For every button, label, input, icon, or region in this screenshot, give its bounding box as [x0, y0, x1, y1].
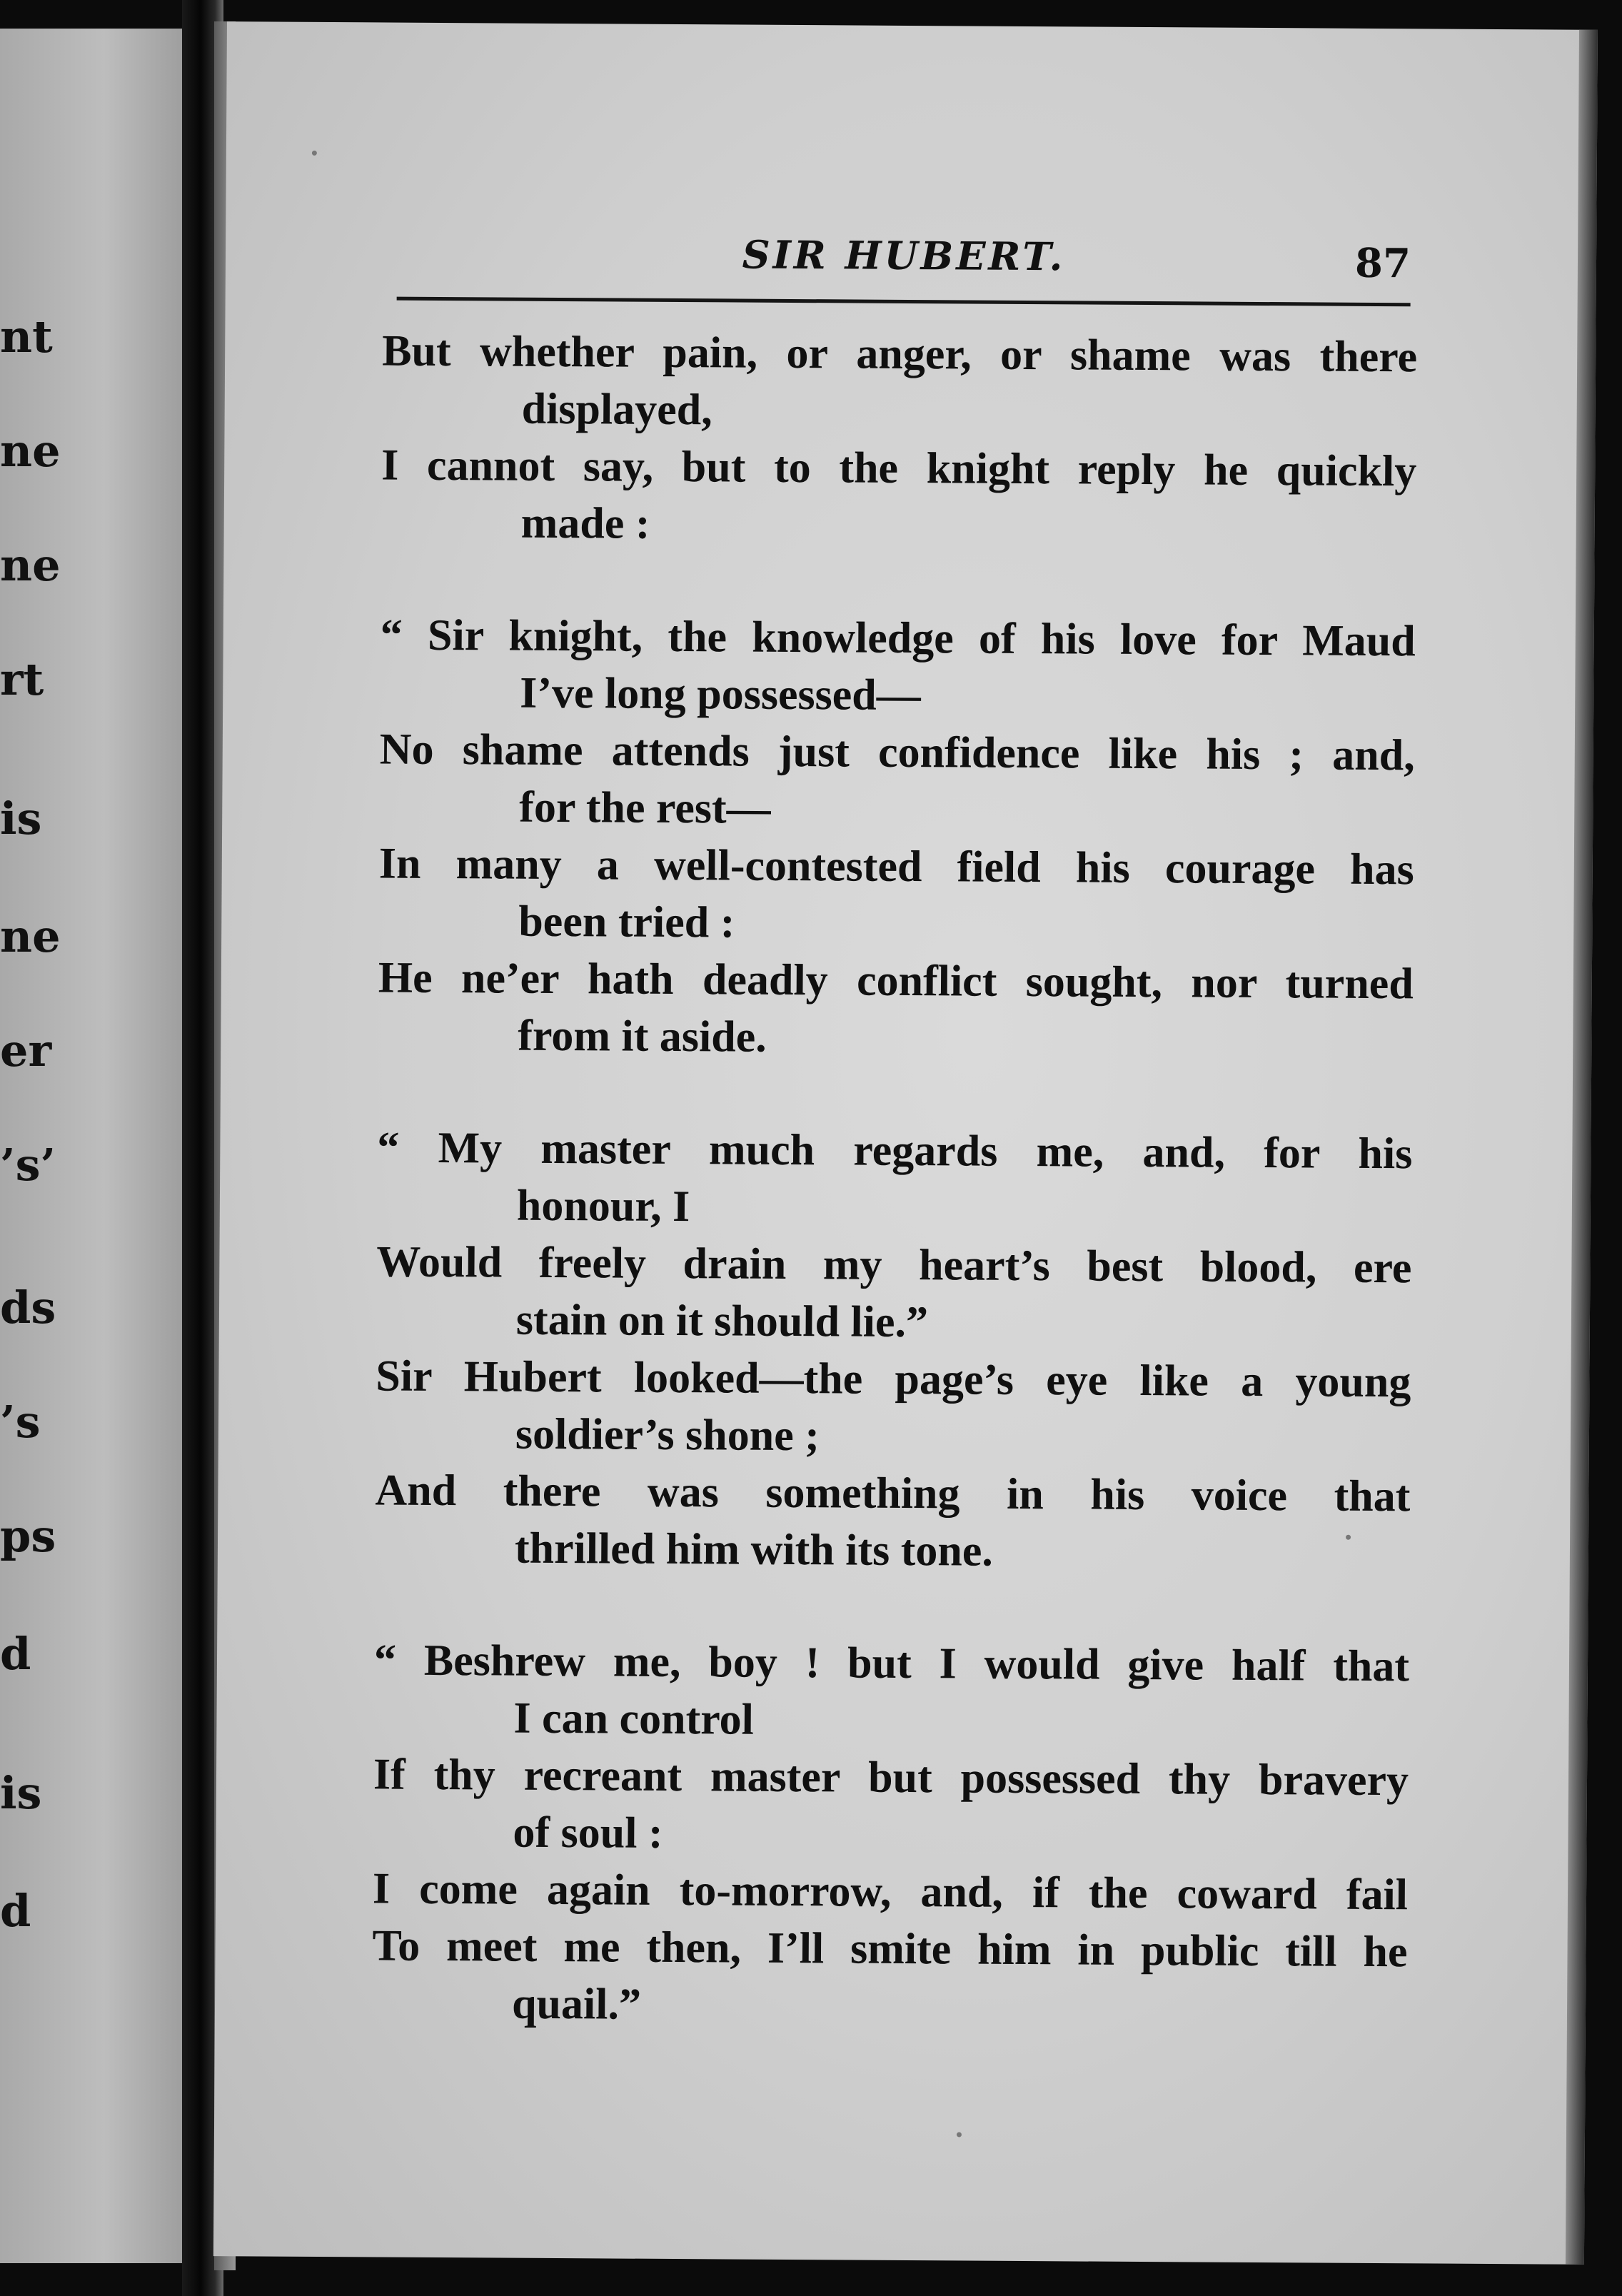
verse-first-line: No shame attends just confidence like his ; and,	[379, 725, 1415, 780]
verse-first-line: But whether pain, or anger, or shame was there	[381, 326, 1418, 382]
verse-first-line: Sir Hubert looked—the page’s eye like a young	[376, 1351, 1411, 1407]
verse-first-line: “ Beshrew me, boy ! but I would give half that	[373, 1636, 1410, 1691]
book-page	[213, 21, 1598, 2265]
verse-line	[372, 1917, 1408, 2038]
verse-line	[378, 835, 1414, 955]
left-page-fragment: is	[0, 1767, 42, 1819]
running-head-title: SIR HUBERT.	[742, 231, 1066, 280]
verse-line	[373, 1860, 1408, 1923]
verse-first-line: “ Sir knight, the knowledge of his love for Maud	[380, 610, 1416, 666]
left-page-fragment: nt	[0, 311, 53, 363]
paper-speck	[312, 151, 317, 156]
verse-line	[381, 322, 1417, 443]
verse-first-line: To meet me then, I’ll smite him in public till he	[372, 1921, 1408, 1977]
left-page-fragment: ne	[0, 539, 61, 591]
poem-text	[371, 322, 1417, 2093]
page-number: 87	[1354, 239, 1411, 288]
verse-continuation: quail.”	[511, 1979, 642, 2029]
stanza	[375, 1119, 1413, 1582]
verse-first-line: I cannot say, but to the knight reply he quickly	[381, 440, 1417, 496]
verse-line	[377, 1119, 1413, 1239]
paper-speck	[957, 2132, 962, 2137]
left-page-fragment: ’s’	[0, 1139, 56, 1191]
verse-continuation: of soul :	[513, 1808, 663, 1858]
left-page-fragment: d	[0, 1628, 31, 1680]
left-page-fragment: ps	[0, 1510, 56, 1562]
verse-line	[379, 720, 1415, 841]
verse-continuation: been tried :	[518, 897, 735, 947]
left-page-fragment: is	[0, 792, 42, 845]
verse-continuation: from it aside.	[518, 1011, 767, 1062]
verse-continuation: honour, I	[516, 1181, 690, 1232]
verse-line	[375, 1461, 1411, 1582]
verse-first-line: Would freely drain my heart’s best blood, ere	[376, 1237, 1412, 1293]
left-page-edge	[0, 29, 189, 2263]
verse-continuation: soldier’s shone ;	[515, 1409, 820, 1461]
stanza	[381, 322, 1417, 557]
verse-first-line: He ne’er hath deadly conflict sought, nor turned	[378, 953, 1414, 1009]
verse-line	[376, 1347, 1411, 1468]
left-page-fragment: ne	[0, 425, 61, 477]
left-page-fragment: rt	[0, 653, 44, 705]
verse-continuation: displayed,	[521, 384, 712, 435]
verse-continuation: stain on it should lie.”	[515, 1295, 929, 1347]
left-page-fragment: d	[0, 1885, 31, 1937]
verse-continuation: made :	[520, 498, 650, 548]
left-page-fragment: er	[0, 1024, 52, 1077]
verse-continuation: thrilled him with its tone.	[514, 1524, 994, 1576]
left-page-fragment: ’s	[0, 1396, 41, 1448]
verse-first-line: In many a well-contested field his courage has	[378, 839, 1414, 895]
verse-first-line: If thy recreant master but possessed thy bravery	[373, 1750, 1409, 1806]
verse-line	[380, 606, 1416, 727]
verse-first-line: And there was something in his voice that	[375, 1466, 1411, 1521]
left-page-fragment: ne	[0, 910, 61, 962]
verse-first-line: “ My master much regards me, and, for his	[377, 1123, 1413, 1179]
verse-line	[373, 1746, 1409, 1866]
stanza	[372, 1631, 1409, 2038]
stanza	[378, 606, 1416, 1069]
verse-line	[381, 436, 1416, 557]
verse-line	[378, 949, 1414, 1069]
verse-first-line: I come again to-morrow, and, if the coward fail	[372, 1864, 1409, 1920]
verse-continuation: I’ve long possessed—	[520, 668, 921, 720]
left-page-fragment: ds	[0, 1282, 56, 1334]
running-head	[397, 230, 1411, 301]
verse-line	[376, 1233, 1412, 1354]
page-shadow-edge	[1566, 30, 1598, 2265]
verse-continuation: I can control	[513, 1693, 755, 1744]
verse-line	[373, 1631, 1409, 1752]
verse-continuation: for the rest—	[519, 782, 771, 833]
